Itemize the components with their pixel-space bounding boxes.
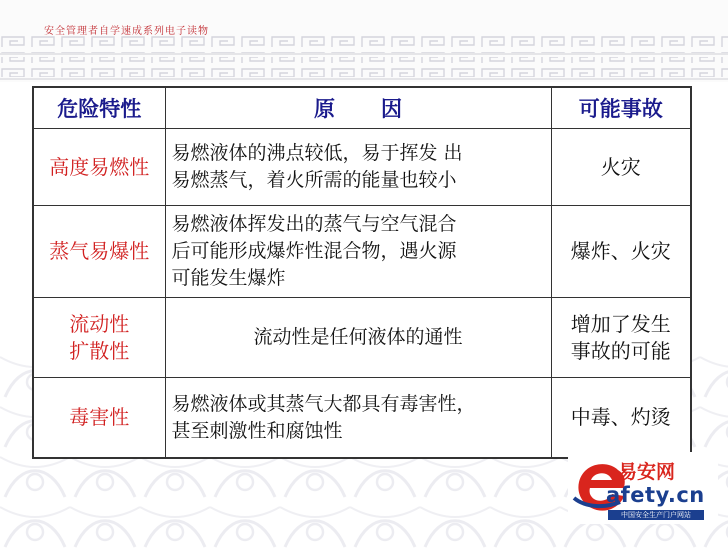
table-row (33, 206, 691, 298)
trait-cell (33, 378, 165, 458)
trait-text: 流动性 (69, 311, 130, 336)
accident-cell (551, 378, 691, 458)
cause-line: 易燃液体或其蒸气大都具有毒害性， (171, 392, 476, 415)
trait-text: 毒害性 (69, 405, 130, 430)
trait-text: 扩散性 (69, 338, 130, 363)
trait-cell (33, 206, 165, 298)
table-row (33, 378, 691, 458)
accident-cell (551, 129, 691, 206)
table-header-row (33, 87, 691, 129)
table-row (33, 129, 691, 206)
cause-cell (165, 378, 551, 458)
cause-line: 易燃蒸气，着火所需的能量也较小 (171, 169, 457, 192)
trait-cell (33, 298, 165, 378)
trait-text: 蒸气易爆性 (49, 239, 150, 264)
accident-text: 爆炸、火灾 (570, 239, 671, 264)
accident-cell (551, 298, 691, 378)
logo-tagline: 中国安全生产门户网站 (608, 510, 704, 520)
logo-brand-en: afety.cn (606, 483, 705, 507)
header-cause: 原因 (165, 87, 551, 129)
cause-line: 易燃液体挥发出的蒸气与空气混合 (171, 213, 457, 236)
cause-line: 可能发生爆炸 (171, 267, 286, 290)
accident-text: 中毒、灼烫 (570, 405, 671, 430)
header-possible-accident: 可能事故 (551, 87, 691, 129)
trait-text: 高度易燃性 (49, 154, 150, 179)
header-hazard-trait: 危险特性 (33, 87, 165, 129)
cause-line: 甚至刺激性和腐蚀性 (171, 419, 343, 442)
accident-text: 增加了发生 (570, 311, 671, 336)
hazard-table (32, 86, 692, 459)
cause-line: 易燃液体的沸点较低，易于挥发 出 (171, 142, 463, 165)
trait-cell (33, 129, 165, 206)
logo-brand-cn: 易安网 (618, 461, 676, 483)
cause-cell (165, 298, 551, 378)
accident-cell (551, 206, 691, 298)
cause-line: 流动性是任何液体的通性 (253, 326, 463, 349)
accident-text: 事故的可能 (570, 338, 671, 363)
accident-text: 火灾 (600, 154, 641, 179)
cause-cell (165, 129, 551, 206)
table-row (33, 298, 691, 378)
banner-pattern (0, 33, 728, 81)
series-title: 安全管理者自学速成系列电子读物 (44, 26, 209, 37)
cause-cell (165, 206, 551, 298)
cause-line: 后可能形成爆炸性混合物，遇火源 (171, 240, 457, 263)
